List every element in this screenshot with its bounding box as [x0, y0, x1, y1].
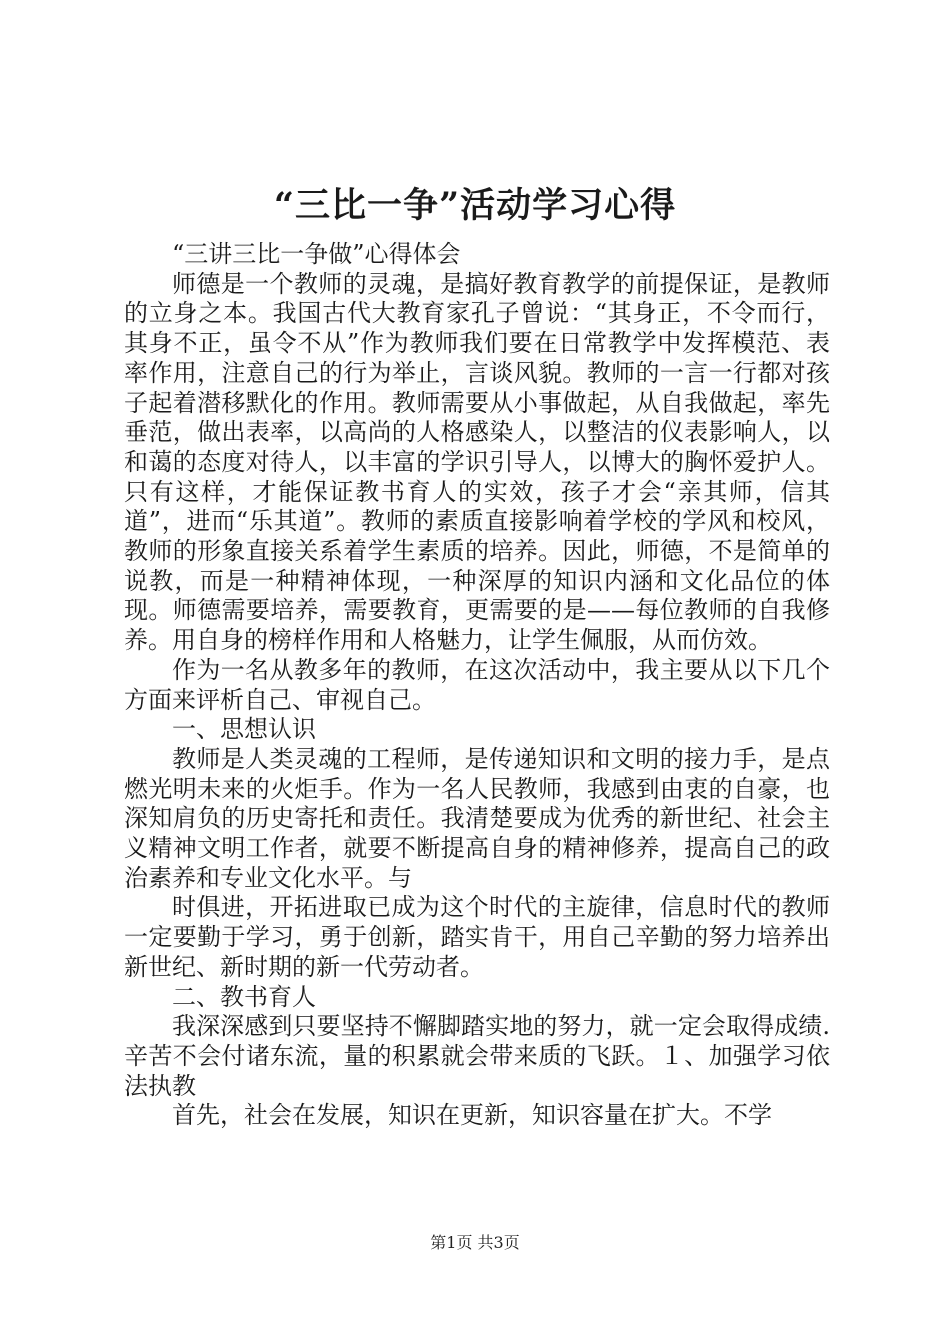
- paragraph: 师德是一个教师的灵魂，是搞好教育教学的前提保证，是教师的立身之本。我国古代大教育家孔子曾说：“其身正，不令而行，其身不正，虽令不从”作为教师我们要在日常教学中发挥模范、表率作用，注意自己的行为举止，言谈风貌。教师的一言一行都对孩子起着潜移默化的作用。教师需要从小事做起，从自我做起，率先垂范，做出表率，以高尚的人格感染人，以整洁的仪表影响人，以和蔼的态度对待人，以丰富的学识引导人，以博大的胸怀爱护人。只有这样，才能保证教书育人的实效，孩子才会“亲其师，信其道”，进而“乐其道”。教师的素质直接影响着学校的学风和校风，教师的形象直接关系着学生素质的培养。因此，师德，不是简单的说教，而是一种精神体现，一种深厚的知识内涵和文化品位的体现。师德需要培养，需要教育，更需要的是——每位教师的自我修养。用自身的榜样作用和人格魅力，让学生佩服，从而仿效。: [124, 269, 830, 655]
- paragraph: 我深深感到只要坚持不懈脚踏实地的努力，就一定会取得成绩.辛苦不会付诸东流，量的积累就会带来质的飞跃。１、加强学习依法执教: [124, 1012, 830, 1100]
- subtitle: “三讲三比一争做”心得体会: [172, 240, 461, 268]
- paragraph: 作为一名从教多年的教师，在这次活动中，我主要从以下几个方面来评析自己、审视自己。: [124, 655, 830, 714]
- page-footer: 第1页 共3页: [430, 1233, 520, 1252]
- paragraph: 教师是人类灵魂的工程师，是传递知识和文明的接力手，是点燃光明未来的火炬手。作为一名人民教师，我感到由衷的自豪，也深知肩负的历史寄托和责任。我清楚要成为优秀的新世纪、社会主义精神文明工作者，就要不断提高自身的精神修养，提高自己的政治素养和专业文化水平。与: [124, 744, 830, 892]
- paragraph: 时俱进，开拓进取已成为这个时代的主旋律，信息时代的教师一定要勤于学习，勇于创新，踏实肯干，用自己辛勤的努力培养出新世纪、新时期的新一代劳动者。: [124, 893, 830, 981]
- document-title: “三比一争”活动学习心得: [273, 185, 677, 226]
- section-heading: 二、教书育人: [172, 982, 316, 1011]
- document-body: [124, 240, 830, 1131]
- section-heading: 一、思想认识: [172, 715, 316, 744]
- paragraph: 首先，社会在发展，知识在更新，知识容量在扩大。不学: [172, 1101, 772, 1130]
